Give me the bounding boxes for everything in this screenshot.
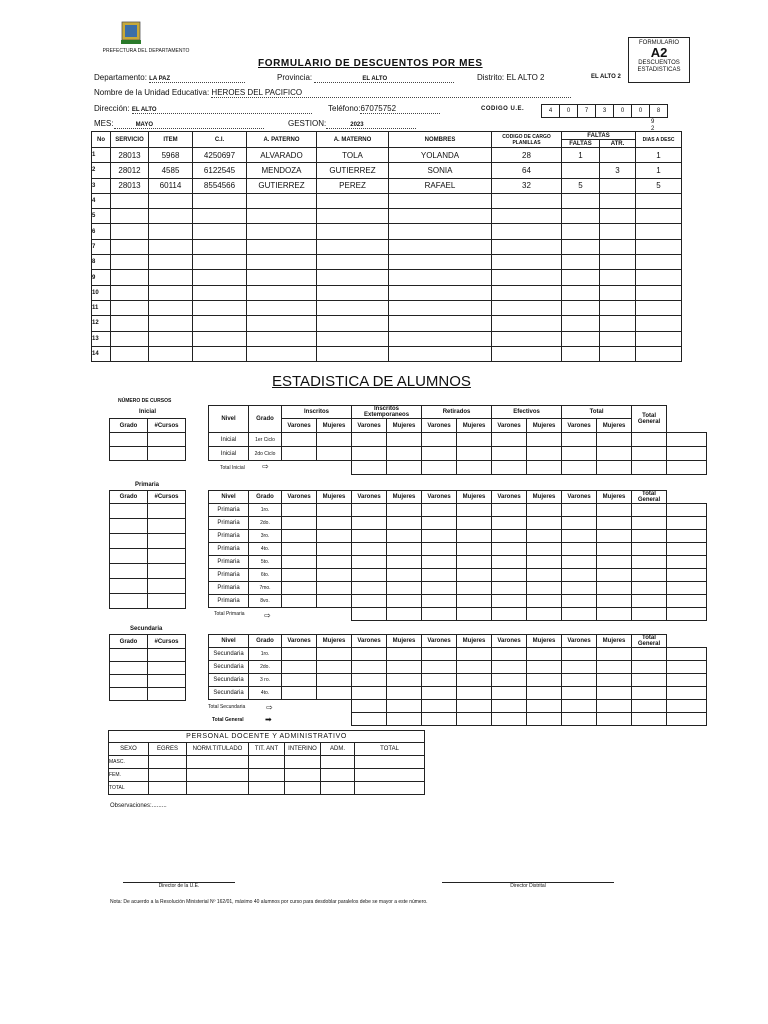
numero-cursos-label: NÚMERO DE CURSOS [118, 398, 172, 404]
unidad-field: Nombre de la Unidad Educativa: HEROES DEL PACIFICO [94, 88, 571, 98]
direccion-field: Dirección: EL ALTO [94, 104, 312, 114]
table-row: Secundaria 3 ro. [209, 674, 707, 687]
table-row: 10 [92, 285, 682, 300]
col-materno: A. MATERNO [317, 132, 389, 148]
primaria-cursos-table: Grado #Cursos [109, 490, 186, 609]
form-code: A2 [650, 45, 668, 60]
table-row: 11 [92, 300, 682, 315]
table-row: Primaria 8vo. [209, 595, 707, 608]
arrow-right-icon: ⇨ [262, 462, 269, 471]
telefono-field: Teléfono:67075752 [328, 104, 440, 114]
total-general-label: Total General [212, 717, 244, 723]
form-code-box [628, 37, 690, 83]
table-row: 8 [92, 255, 682, 270]
seal-caption: PREFECTURA DEL DEPARTAMENTO [102, 48, 190, 54]
codigo-label: CODIGO U.E. [481, 106, 525, 112]
mes-field: MES: MAYO [94, 119, 264, 129]
table-row: Primaria 4to. [209, 543, 707, 556]
col-faltas-group: FALTAS [562, 132, 636, 140]
seal-emblem [118, 20, 144, 46]
col-nombres: NOMBRES [389, 132, 492, 148]
firma-distrital: Director Distrital [510, 883, 546, 889]
table-row: Secundaria 1ro. [209, 648, 707, 661]
descuentos-body [92, 148, 682, 362]
table-row: 6 [92, 224, 682, 239]
table-row: 5 [92, 209, 682, 224]
form-code-sub: DESCUENTOS ESTADISTICAS [637, 60, 681, 73]
form-box-label: FORMULARIO [638, 40, 679, 46]
distrito-field: Distrito: EL ALTO 2 [477, 73, 545, 82]
table-row: Primaria 3ro. [209, 530, 707, 543]
form-title: FORMULARIO DE DESCUENTOS POR MES [258, 58, 483, 69]
table-row: 3 28013 60114 8554566 GUTIERREZ PEREZ RAFAEL 32 5 5 [92, 178, 682, 193]
table-row: 13 [92, 331, 682, 346]
personal-table: PERSONAL DOCENTE Y ADMINISTRATIVO SEXO EGRES NORM.TITULADO TIT. ANT INTERINO ADM. TOTAL MASC. FEM. TOTAL [108, 730, 425, 795]
table-row: 4 [92, 193, 682, 208]
col-dias-desc: DIAS A DESC [636, 132, 682, 148]
total-secundaria-label: Total Secundaria [208, 704, 246, 710]
secundaria-label: Secundaria [130, 626, 163, 632]
table-row: 7 [92, 239, 682, 254]
estadistica-title: ESTADISTICA DE ALUMNOS [272, 373, 471, 390]
departamento-field: Departamento: LA PAZ [94, 73, 245, 83]
table-row: Inicial 1er Ciclo [209, 433, 707, 447]
provincia-field: Provincia: EL ALTO [277, 73, 454, 83]
table-row: Primaria 2do. [209, 517, 707, 530]
col-ci: C.I. [193, 132, 247, 148]
table-row: Primaria 7mo. [209, 582, 707, 595]
table-row: 2 28012 4585 6122545 MENDOZA GUTIERREZ SONIA 64 3 1 [92, 163, 682, 178]
col-paterno: A. PATERNO [247, 132, 317, 148]
descuentos-table [91, 131, 682, 362]
codigo-digits: 4 0 7 3 0 0 8 [541, 104, 668, 118]
col-no: No [92, 132, 111, 148]
total-row [209, 713, 707, 726]
total-row [209, 461, 707, 475]
table-row: Primaria 6to. [209, 569, 707, 582]
col-faltas: FALTAS [562, 140, 600, 148]
col-codigo-cargo: CODIGO DE CARGO PLANILLAS [492, 132, 562, 148]
col-item: ITEM [149, 132, 193, 148]
secundaria-stats-table: Nivel Grado Varones Mujeres Varones Mujeres Varones Mujeres Varones Mujeres Varones Mujeres Total General Secundaria 1ro. Secundaria 2do. Secundaria 3 ro. Secundaria 4to. [208, 634, 707, 726]
table-row: Primaria 1ro. [209, 504, 707, 517]
primaria-label: Primaria [135, 482, 160, 488]
personal-title: PERSONAL DOCENTE Y ADMINISTRATIVO [109, 731, 425, 743]
firma-director: Director de la U.E. [158, 883, 200, 889]
inicial-stats-table: Nivel Grado Inscritos Inscritos Extemporaneos Retirados Efectivos Total Total General Varones Mujeres Varones Mujeres Varones Mujeres Varones Mujeres Varones Mujeres Inicial 1er Ciclo Inicial 2do Ciclo [208, 405, 707, 475]
table-row: Primaria 5to. [209, 556, 707, 569]
table-row: Inicial 2do Ciclo [209, 447, 707, 461]
table-row: 14 [92, 346, 682, 361]
table-row: Secundaria 4to. [209, 687, 707, 700]
table-row: 1 28013 5968 4250697 ALVARADO TOLA YOLANDA 28 1 1 [92, 148, 682, 163]
inicial-label: Inicial [139, 409, 157, 415]
inicial-cursos-table: Grado #Cursos [109, 418, 186, 461]
gestion-field: GESTION: 2023 [288, 119, 416, 129]
distrito-extra: EL ALTO 2 [591, 74, 621, 80]
total-row [209, 608, 707, 621]
gestion-digits: 9 2 [651, 119, 655, 132]
total-row [209, 700, 707, 713]
col-servicio: SERVICIO [111, 132, 149, 148]
total-primaria-label: Total Primaria [214, 611, 245, 617]
secundaria-cursos-table: Grado #Cursos [109, 634, 186, 701]
table-row: 12 [92, 316, 682, 331]
nota: Nota: De acuerdo a la Resolución Ministerial Nº 162/01, máximo 40 alumnos por curso para desdoblar paralelos debe se mayor a este número. [110, 899, 428, 905]
primaria-stats-table: Nivel Grado Varones Mujeres Varones Mujeres Varones Mujeres Varones Mujeres Varones Mujeres Total General Primaria 1ro. Primaria 2do. Primaria 3ro. Primaria 4to. Primaria 5to. Primaria 6to. Primaria 7mo. Primaria 8vo. [208, 490, 707, 621]
total-inicial-label: Total Inicial [220, 465, 245, 471]
arrow-right-icon: ⇨ [264, 611, 271, 620]
arrow-right-filled-icon: ➡ [265, 715, 272, 724]
table-row: 9 [92, 270, 682, 285]
arrow-right-icon: ⇨ [266, 703, 273, 712]
table-row: Secundaria 2do. [209, 661, 707, 674]
col-atr: ATR. [600, 140, 636, 148]
observaciones: Observaciones:......... [110, 803, 167, 809]
